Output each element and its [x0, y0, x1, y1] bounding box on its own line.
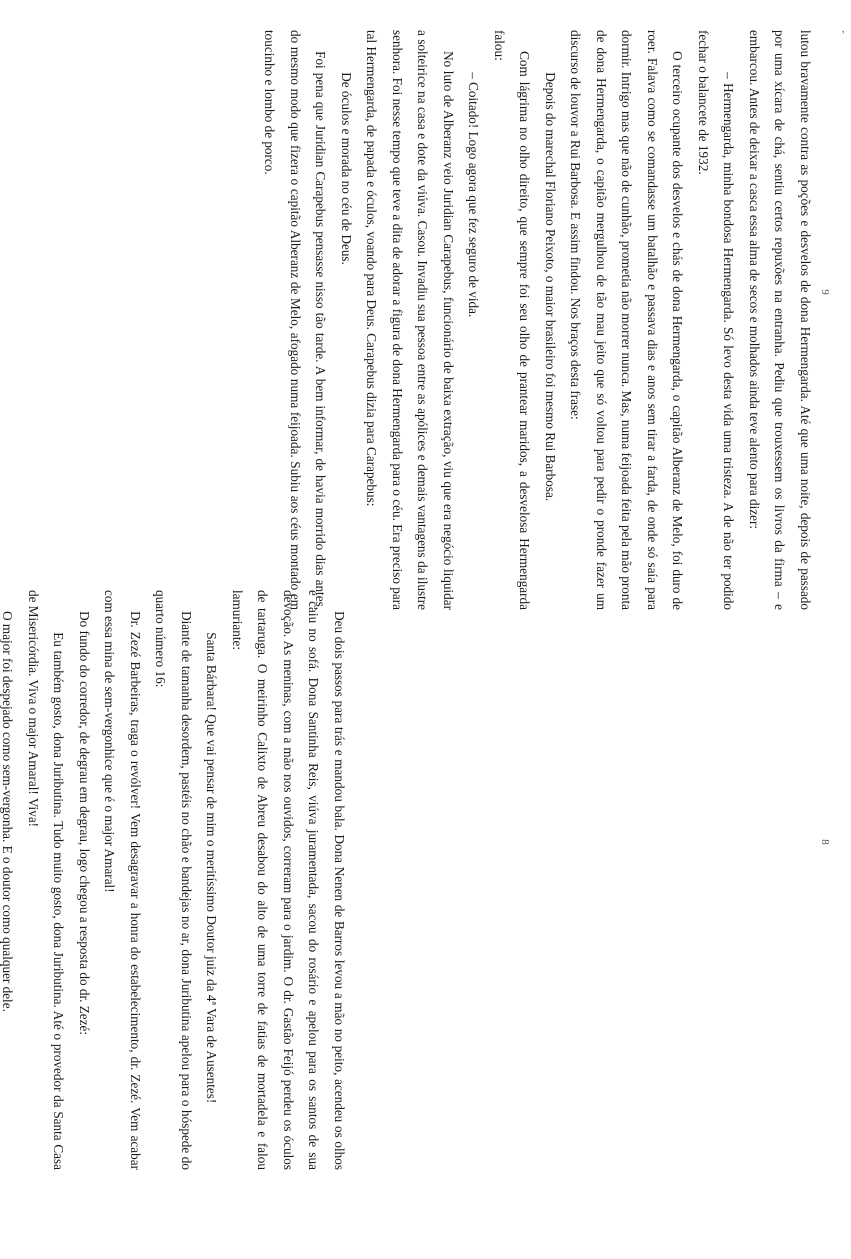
paragraph: De óculos e morada no céu de Deus.	[339, 72, 354, 265]
paragraph: Diante de tamanha desordem, pastéis no chão e bandejas no ar, dona Juributina apelou para o hóspede do quarto número 16:	[153, 590, 194, 1170]
paragraph: Dr. Zezé Barbeiras, traga o revólver! Vem desagravar a honra do estabelecimento, dr. Zezé. Vem acabar com essa mina de sem-vergonhice que é o major Amaral!	[102, 590, 143, 1170]
margin-mark: ,	[842, 24, 845, 35]
paragraph: Eu também gosto, dona Juributina. Tudo muito gosto, dona Juributina. Até o provedor da Santa Casa de Misericórdia. Viva o major Amaral! Viva!	[26, 590, 67, 1170]
paragraph: Deu dois passos para trás e mandou bala. Dona Nenen de Barros levou a mão no peito, acendeu os olhos e caiu no sofá. Dona Santinha Reis, viúva juramentada, sacou do rosário e apelou para os santos de sua devoção. As meninas, com a mão nos ouvidos, correram para o jardim. O dr. Gastão Feijó perdeu os óculos de tartaruga. O meirinho Calixto de Abreu desabou do alto de uma torre de fatias de mortadela e falou lamuriante:	[230, 590, 347, 1170]
paragraph: O major foi despejado como sem-vergonha. E o doutor como qualquer dele.	[0, 611, 16, 1012]
paragraph: – Hermengarda, minha bondosa Hermengarda. Só levo desta vida uma tristeza. A de não ter podido fechar o balancete de 1932.	[696, 30, 737, 610]
paragraph: Depois do marechal Floriano Peixoto, o maior brasileiro foi mesmo Rui Barbosa.	[543, 72, 558, 502]
paragraph: – Coitado! Logo agora que fez seguro de vida.	[466, 72, 482, 318]
paragraph: lutou bravamente contra as poções e desvelos de dona Hermengarda. Até que uma noite, depois de passado por uma xícara de chá, sentiu certos repuxões na entranha. Pediu que trouxessem os livros da firma – e embarcou. Antes de deixar a casca essa alma de secos e molhados ainda teve alento para dizer:	[747, 30, 813, 610]
paragraph: O terceiro ocupante dos desvelos e chás de dona Hermengarda, o capitão Alberanz de Melo, foi duro de roer. Falava como se comandasse um batalhão e passava dias e anos sem tirar a farda, de onde só saía para dormir. Intrigo mas que não de cunhão, prometia não morrer nunca. Mas, numa feijoada feita pela mão pronta de dona Hermengarda, o capitão mergulhou de tão mau jeito que só voltou para pedir o pronde fazer um discurso de louvor a Rui Barbosa. E assim findou. Nos braços desta frase:	[568, 30, 686, 610]
page-number: 8	[818, 839, 831, 845]
paragraph: Foi pena que Juridian Carapebus pensasse nisso tão tarde. A bem informar, de havia morrido dias antes, do mesmo modo que fizera o capitão Alberanz de Melo, afogado numa feijoada. Subiu aos céus montado em toucinho e lombo de porco.	[262, 30, 329, 610]
left-page	[0, 590, 352, 1170]
paragraph: No luto de Alberanz veio Juridian Carapebus, funcionário de baixa extração, viu que era negócio liquidar a solteirice na casa e dote da viúva. Casou. Invadiu sua pessoa entre as apólices e demais vantagens da ilustre senhora. Foi nesse tempo que teve a dita de adorar a figura de dona Hermengarda para o céu. Era preciso para tal Hermengarda, de papada e óculos, voando para Deus. Carapebus dizia para Carapebus:	[364, 30, 456, 610]
paragraph: Com lágrima no olho direito, que sempre foi seu olho de prantear maridos, a desvelosa Hermengarda falou:	[492, 30, 533, 610]
paragraph: Do fundo do corredor, de degrau em degrau, logo chegou a resposta do dr. Zezé:	[77, 611, 92, 1035]
right-page	[262, 30, 818, 610]
page-number: 9	[818, 289, 831, 295]
paragraph: Santa Bárbara! Que vai pensar de mim o meritíssimo Doutor juiz da 4ª Vara de Ausentes!	[204, 632, 220, 1104]
